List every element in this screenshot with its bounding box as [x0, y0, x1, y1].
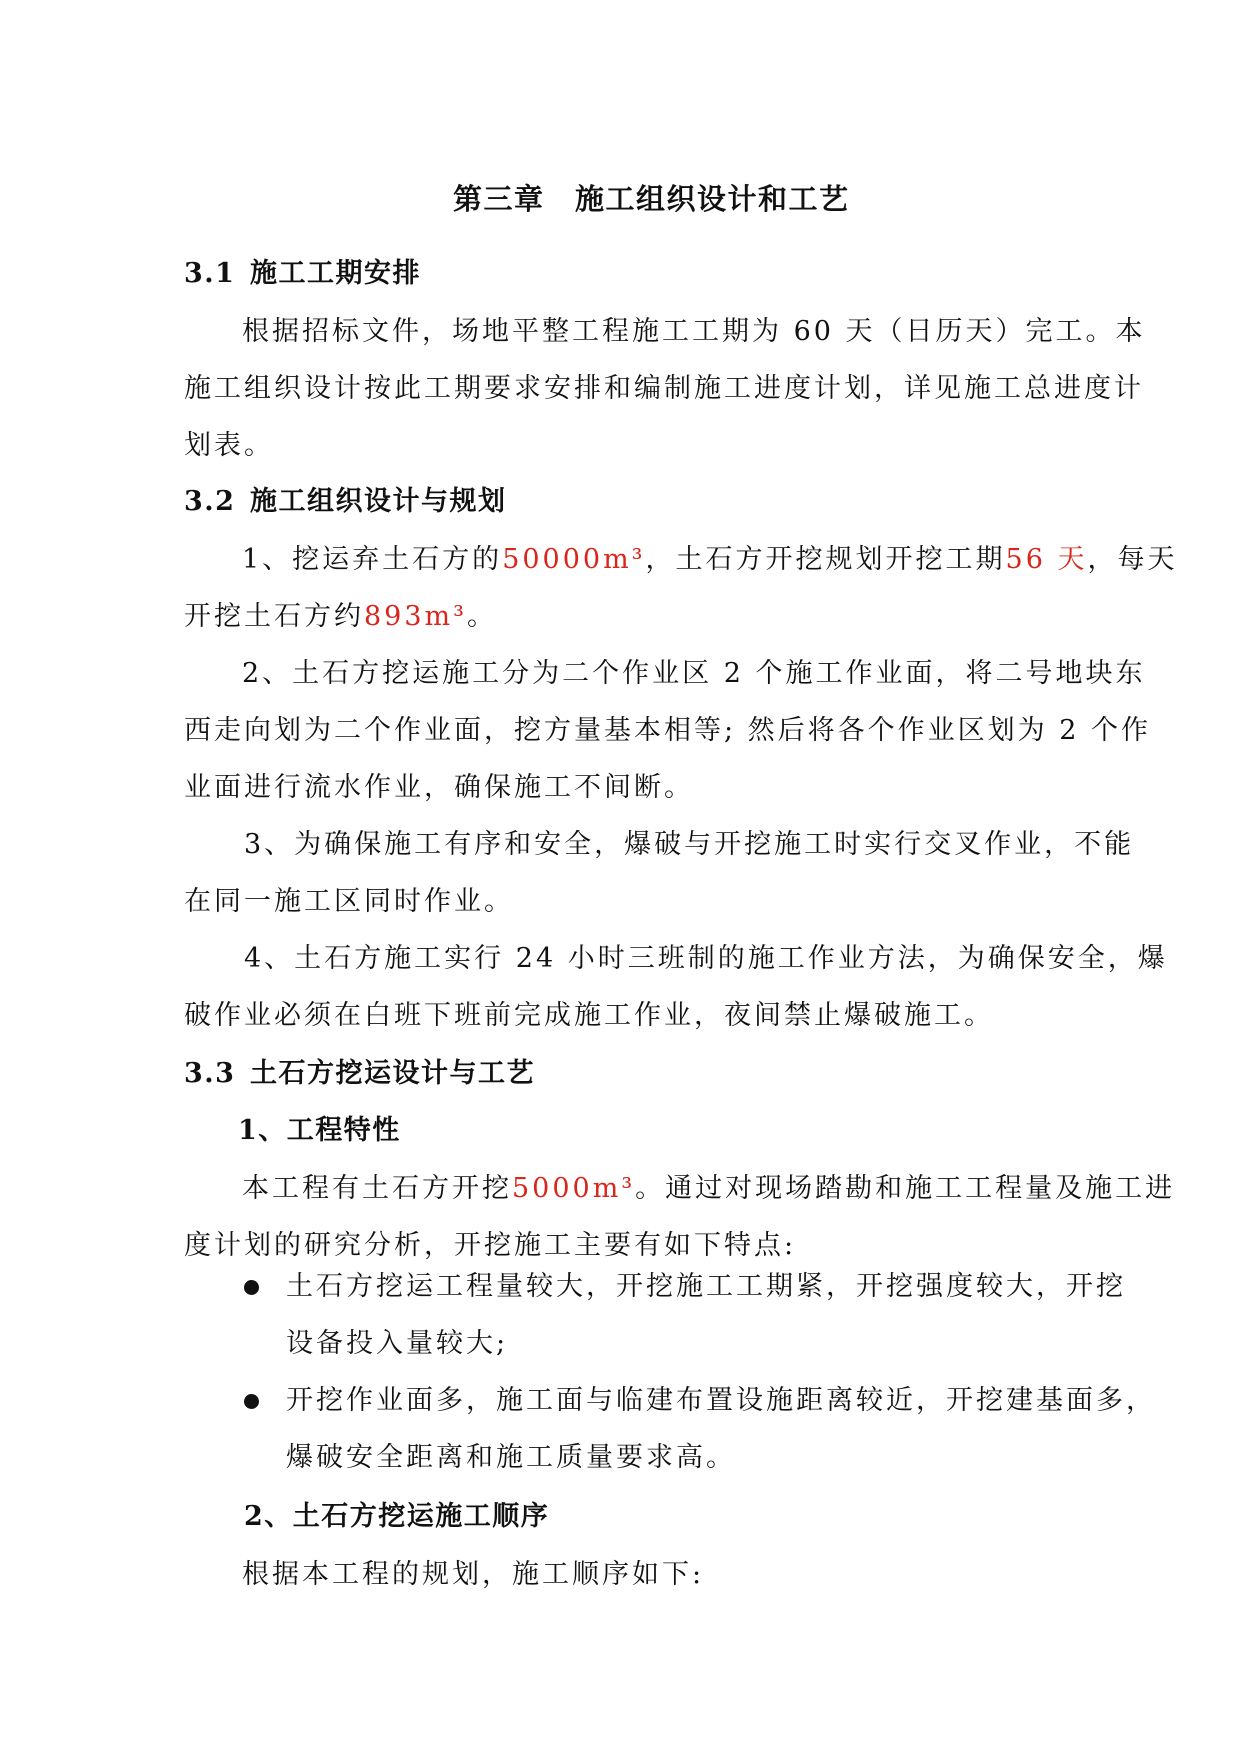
bullet-dot [244, 1394, 259, 1409]
subheading-engineering-features: 1、工程特性 [238, 1115, 401, 1146]
section-title: 施工工期安排 [250, 258, 421, 289]
excavation-volume: 50000m³ [502, 544, 646, 575]
bullet-dot [244, 1280, 259, 1295]
features-text: 。通过对现场踏勘和施工工程量及施工进 [635, 1173, 1176, 1204]
section-title: 土石方挖运设计与工艺 [250, 1058, 535, 1089]
bullet-item-line: 设备投入量较大; [286, 1328, 509, 1359]
item-3-line: 在同一施工区同时作业。 [184, 886, 514, 917]
section-number: 3.2 [184, 486, 236, 517]
item-1-text: ，土石方开挖规划开挖工期 [645, 544, 1006, 575]
section-number: 3.1 [184, 258, 236, 289]
features-paragraph-line [242, 1172, 1175, 1206]
section-title: 施工组织设计与规划 [250, 486, 507, 517]
section-3-1-heading [184, 257, 421, 291]
item-3-line: 3、为确保施工有序和安全，爆破与开挖施工时实行交叉作业，不能 [244, 829, 1135, 860]
item-2-line: 西走向划为二个作业面，挖方量基本相等; 然后将各个作业区划为 2 个作 [184, 715, 1152, 746]
sequence-paragraph-line: 根据本工程的规划，施工顺序如下: [242, 1559, 705, 1590]
bullet-item-line: 爆破安全距离和施工质量要求高。 [286, 1442, 736, 1473]
item-4-line: 4、土石方施工实行 24 小时三班制的施工作业方法，为确保安全，爆 [244, 943, 1168, 974]
section-3-2-heading [184, 485, 507, 519]
daily-volume: 893m³ [364, 601, 467, 632]
item-1-text: 开挖土石方约 [184, 601, 364, 632]
excavation-volume-total: 5000m³ [512, 1173, 636, 1204]
item-2-line: 业面进行流水作业，确保施工不间断。 [184, 772, 694, 803]
item-2-line: 2、土石方挖运施工分为二个作业区 2 个施工作业面，将二号地块东 [242, 658, 1146, 689]
item-1-text: ，每天 [1087, 544, 1178, 575]
bullet-item-line: 土石方挖运工程量较大，开挖施工工期紧，开挖强度较大，开挖 [286, 1271, 1126, 1302]
item-1-text: 。 [466, 601, 497, 632]
item-1-text: 1、挖运弃土石方的 [242, 544, 503, 575]
excavation-duration: 56 天 [1005, 544, 1088, 575]
schedule-paragraph-line: 划表。 [184, 430, 274, 461]
schedule-paragraph-line: 根据招标文件，场地平整工程施工工期为 60 天（日历天）完工。本 [242, 316, 1146, 347]
item-1-line [184, 600, 497, 634]
bullet-item-line: 开挖作业面多，施工面与临建布置设施距离较近，开挖建基面多， [286, 1385, 1156, 1416]
item-4-line: 破作业必须在白班下班前完成施工作业，夜间禁止爆破施工。 [184, 1000, 994, 1031]
section-number: 3.3 [184, 1058, 236, 1089]
item-1-line [242, 543, 1177, 577]
features-paragraph-line: 度计划的研究分析，开挖施工主要有如下特点: [184, 1230, 797, 1261]
section-3-3-heading [184, 1057, 535, 1091]
subheading-construction-sequence: 2、土石方挖运施工顺序 [244, 1501, 550, 1532]
schedule-paragraph-line: 施工组织设计按此工期要求安排和编制施工进度计划，详见施工总进度计 [184, 373, 1144, 404]
chapter-title: 第三章 施工组织设计和工艺 [453, 182, 850, 216]
features-text: 本工程有土石方开挖 [242, 1173, 512, 1204]
